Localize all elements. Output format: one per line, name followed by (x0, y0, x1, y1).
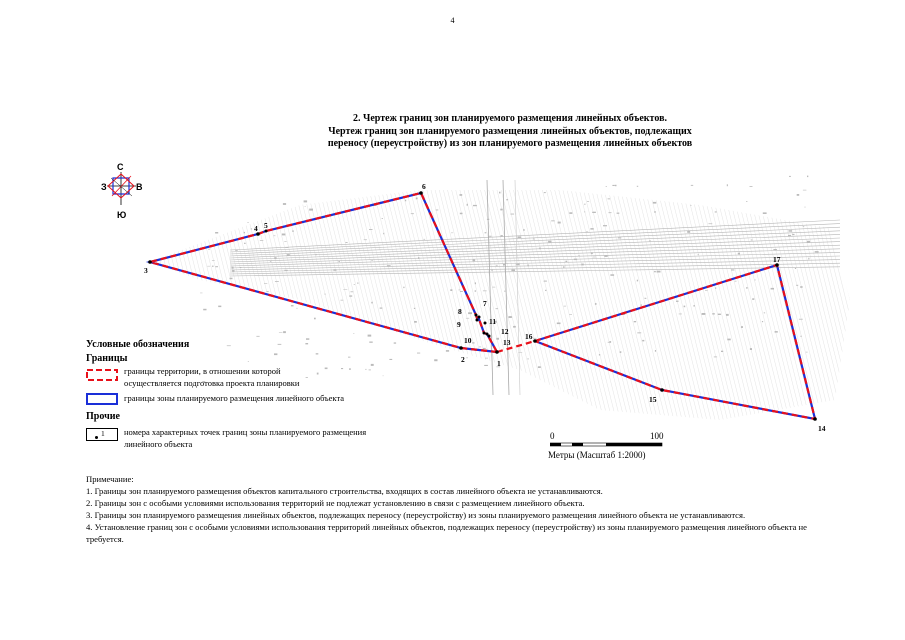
point-label-10: 10 (464, 336, 472, 345)
point-label-6: 6 (422, 182, 426, 191)
point-number-symbol (86, 428, 118, 441)
point-label-1: 1 (497, 359, 501, 368)
point-marker-7 (478, 316, 481, 319)
point-label-17: 17 (773, 255, 781, 264)
point-label-12: 12 (501, 327, 509, 336)
legend-section-other: Прочие (86, 411, 120, 422)
note-item-2: 2. Границы зон с особыми условиями использования территорий не подлежат установлению в связи с размещением линейного объекта. (86, 498, 585, 508)
notes-heading: Примечание: (86, 474, 134, 484)
compass-north: С (117, 162, 124, 172)
compass-west: З (101, 182, 107, 192)
legend-item-territory (124, 365, 454, 389)
point-dot-icon (95, 436, 98, 439)
point-marker-2 (459, 346, 463, 350)
point-marker-11 (484, 322, 487, 325)
point-marker-13 (488, 335, 491, 338)
point-marker-15 (660, 388, 664, 392)
point-label-2: 2 (461, 355, 465, 364)
legend-heading: Условные обозначения (86, 339, 190, 350)
scale-start: 0 (550, 431, 555, 441)
note-item-4: 4. Установление границ зон с особыми условиями использования территорий линейных объектов, подлежащих переносу (переустройству) из зоны планируемого размещения линейного объекта не требуется. (86, 522, 807, 544)
point-label-5: 5 (264, 221, 268, 230)
point-label-11: 11 (489, 317, 497, 326)
zone-boundary-symbol (86, 393, 118, 405)
compass-south: Ю (117, 210, 127, 220)
note-item-3: 3. Границы зон планируемого размещения линейных объектов, подлежащих переносу (переустройству) из зоны планируемого размещения линейного объекта не устанавливаются. (86, 510, 746, 520)
title-line-3: переносу (переустройству) из зон планируемого размещения линейных объектов (327, 138, 693, 149)
legend-territory-text-2: осуществляется подготовка проекта планировки (124, 378, 300, 388)
legend-item-points (124, 426, 454, 450)
notes (86, 473, 836, 545)
legend-section-boundaries: Границы (86, 353, 128, 364)
title-line-2: Чертеж границ зон планируемого размещения линейных объектов, подлежащих (328, 125, 692, 137)
point-label-8: 8 (458, 307, 462, 316)
point-marker-3 (148, 260, 152, 264)
point-marker-14 (813, 417, 817, 421)
scale-bar-graphic (550, 442, 665, 448)
point-label-14: 14 (818, 424, 826, 433)
legend-points-text-1: номера характерных точек границ зоны планируемого размещения (124, 427, 367, 437)
point-label-4: 4 (254, 224, 258, 233)
page-number: 4 (450, 16, 455, 25)
note-item-1: 1. Границы зон планируемого размещения объектов капитального строительства, входящих в состав линейного объекта не устанавливаются. (86, 486, 603, 496)
point-label-7: 7 (483, 299, 487, 308)
legend-points-text-2: линейного объекта (124, 439, 193, 449)
point-marker-10 (483, 332, 486, 335)
compass-east: В (136, 182, 143, 192)
point-label-15: 15 (649, 395, 657, 404)
point-marker-8 (475, 314, 478, 317)
territory-boundary-symbol (86, 369, 118, 381)
scale-end: 100 (650, 431, 664, 441)
point-marker-1 (495, 350, 499, 354)
point-marker-6 (419, 191, 423, 195)
point-marker-9 (476, 319, 479, 322)
legend-territory-text-1: границы территории, в отношении которой (124, 366, 281, 376)
compass-rose-icon (101, 162, 143, 220)
point-label-3: 3 (144, 266, 148, 275)
point-number-sample: 1 (101, 429, 105, 438)
title-line-1: 2. Чертеж границ зон планируемого размещения линейных объектов. (353, 113, 667, 124)
point-label-9: 9 (457, 320, 461, 329)
point-label-13: 13 (503, 338, 511, 347)
point-label-16: 16 (525, 332, 533, 341)
point-marker-16 (533, 339, 537, 343)
scale-caption: Метры (Масштаб 1:2000) (548, 450, 646, 460)
legend-item-zone: границы зоны планируемого размещения линейного объекта (124, 393, 345, 403)
